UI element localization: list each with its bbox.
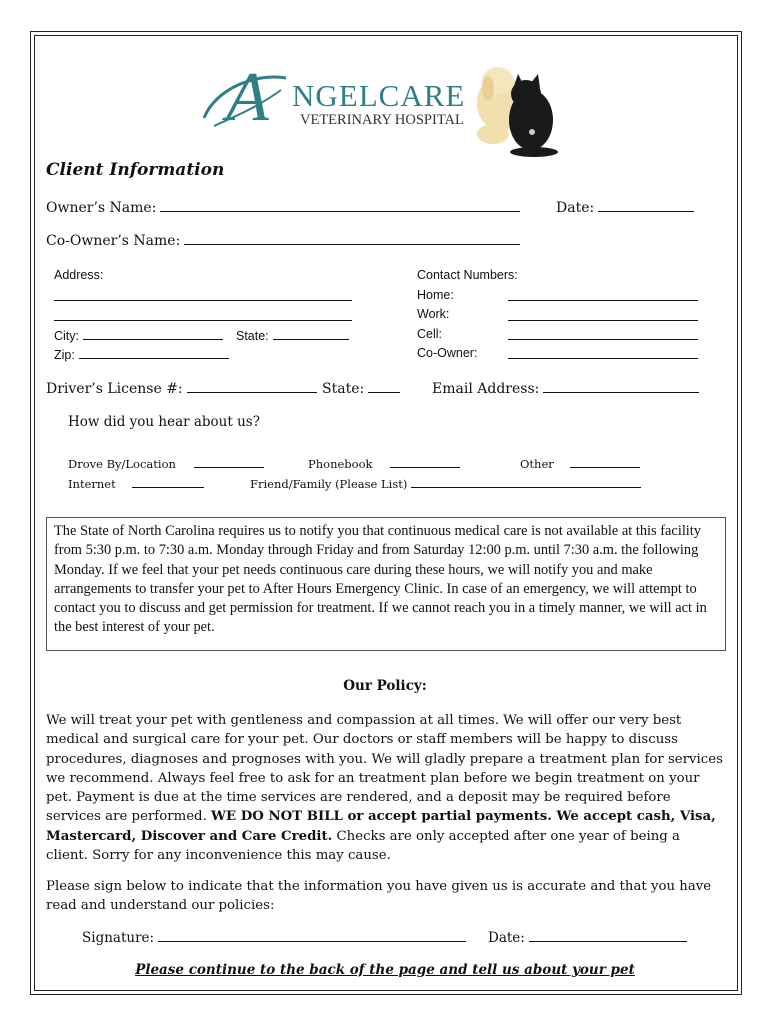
internet-label: Internet bbox=[68, 477, 116, 491]
friend-family-label: Friend/Family (Please List) bbox=[250, 477, 408, 491]
state-field[interactable] bbox=[273, 327, 349, 340]
address-line-1[interactable] bbox=[54, 300, 352, 301]
coowner-name-label: Co-Owner’s Name: bbox=[46, 233, 181, 249]
home-label: Home: bbox=[417, 288, 454, 302]
drivers-license-row bbox=[46, 380, 317, 397]
contact-numbers-label: Contact Numbers: bbox=[417, 268, 518, 282]
policy-text-part2: Checks are only accepted after one year of being a client. Sorry for any inconvenience this may cause. bbox=[46, 828, 680, 864]
drivers-license-field[interactable] bbox=[187, 380, 317, 393]
referral-internet-row bbox=[68, 475, 204, 491]
signature-date-label: Date: bbox=[488, 930, 525, 946]
cell-phone-field[interactable] bbox=[508, 339, 698, 340]
drove-by-label: Drove By/Location bbox=[68, 457, 176, 471]
referral-phonebook-row bbox=[308, 455, 460, 471]
city-label: City: bbox=[54, 329, 79, 343]
other-field[interactable] bbox=[570, 455, 640, 468]
zip-label: Zip: bbox=[54, 348, 75, 362]
logo-name: NGELCARE bbox=[292, 78, 466, 113]
logo-subtitle: VETERINARY HOSPITAL bbox=[300, 112, 464, 128]
referral-friend-row bbox=[250, 475, 641, 491]
owner-date-label: Date: bbox=[556, 200, 595, 216]
policy-text bbox=[46, 711, 724, 865]
address-label: Address: bbox=[54, 268, 104, 282]
footer-note: Please continue to the back of the page and tell us about your pet bbox=[135, 962, 635, 978]
signature-row bbox=[82, 929, 466, 946]
owner-name-row bbox=[46, 199, 520, 216]
signature-date-field[interactable] bbox=[529, 929, 687, 942]
phonebook-field[interactable] bbox=[390, 455, 460, 468]
logo-initial: A bbox=[226, 59, 269, 136]
after-hours-notice: The State of North Carolina requires us to notify you that continuous medical care is not available at this facility from 5:30 p.m. to 7:30 a.m. Monday through Friday and from Saturday 12:00 p.m. until 7:30 a.m. the following Monday. If we feel that your pet needs continuous care during these hours, we will notify you and make arrangements to transfer your pet to After Hours Emergency Clinic. In case of an emergency, we will attempt to contact you to discuss and get permission for treatment. If we cannot reach you in a timely manner, we will act in the best interest of your pet. bbox=[46, 517, 726, 651]
zip-row bbox=[54, 346, 229, 362]
other-label: Other bbox=[520, 457, 554, 471]
owner-name-label: Owner’s Name: bbox=[46, 200, 157, 216]
policy-payment-bold: WE DO NOT BILL or accept partial payments. We accept cash, Visa, Mastercard, Discover and Care Credit. bbox=[46, 809, 716, 844]
signature-field[interactable] bbox=[158, 929, 466, 942]
state-row bbox=[236, 327, 349, 343]
cell-label: Cell: bbox=[417, 327, 443, 341]
logo-graphic bbox=[196, 48, 576, 158]
owner-date-row bbox=[556, 199, 694, 216]
state-label: State: bbox=[236, 329, 269, 343]
address-line-2[interactable] bbox=[54, 320, 352, 321]
dl-state-row bbox=[322, 380, 400, 397]
drove-by-field[interactable] bbox=[194, 455, 264, 468]
phonebook-label: Phonebook bbox=[308, 457, 373, 471]
internet-field[interactable] bbox=[132, 475, 204, 488]
email-field[interactable] bbox=[543, 380, 699, 393]
policy-title: Our Policy: bbox=[343, 678, 427, 694]
coowner-name-field[interactable] bbox=[184, 232, 520, 245]
zip-field[interactable] bbox=[79, 346, 229, 359]
signature-date-row bbox=[488, 929, 687, 946]
home-phone-field[interactable] bbox=[508, 300, 698, 301]
sign-instruction: Please sign below to indicate that the information you have given us is accurate and that you have read and understand our policies: bbox=[46, 879, 712, 914]
policy-text-part1: We will treat your pet with gentleness and compassion at all times. We will offer our very best medical and surgical care for your pet. Our doctors or staff members will be happy to discuss procedures, diagnoses and prognoses with you. We will gladly prepare a treatment plan for services we recommend. Always feel free to ask for an treatment plan before we begin treatment on your pet. Payment is due at the time services are rendered, and a deposit may be required before services are performed. bbox=[46, 713, 723, 825]
cat-illustration bbox=[509, 74, 558, 157]
city-row bbox=[54, 327, 223, 343]
email-row bbox=[432, 380, 699, 397]
signature-label: Signature: bbox=[82, 930, 155, 946]
work-phone-field[interactable] bbox=[508, 320, 698, 321]
friend-family-field[interactable] bbox=[411, 475, 641, 488]
coowner-name-row bbox=[46, 232, 520, 249]
dl-state-label: State: bbox=[322, 381, 365, 397]
coowner-phone-field[interactable] bbox=[508, 358, 698, 359]
owner-name-field[interactable] bbox=[160, 199, 520, 212]
referral-other-row bbox=[520, 455, 640, 471]
city-field[interactable] bbox=[83, 327, 223, 340]
coowner-phone-label: Co-Owner: bbox=[417, 346, 478, 360]
dl-state-field[interactable] bbox=[368, 380, 400, 393]
referral-drove-by-row bbox=[68, 455, 264, 471]
email-label: Email Address: bbox=[432, 381, 540, 397]
referral-question: How did you hear about us? bbox=[68, 414, 260, 430]
client-info-title: Client Information bbox=[46, 160, 225, 180]
drivers-license-label: Driver’s License #: bbox=[46, 381, 183, 397]
owner-date-field[interactable] bbox=[598, 199, 694, 212]
angelcare-logo bbox=[196, 48, 576, 158]
work-label: Work: bbox=[417, 307, 450, 321]
